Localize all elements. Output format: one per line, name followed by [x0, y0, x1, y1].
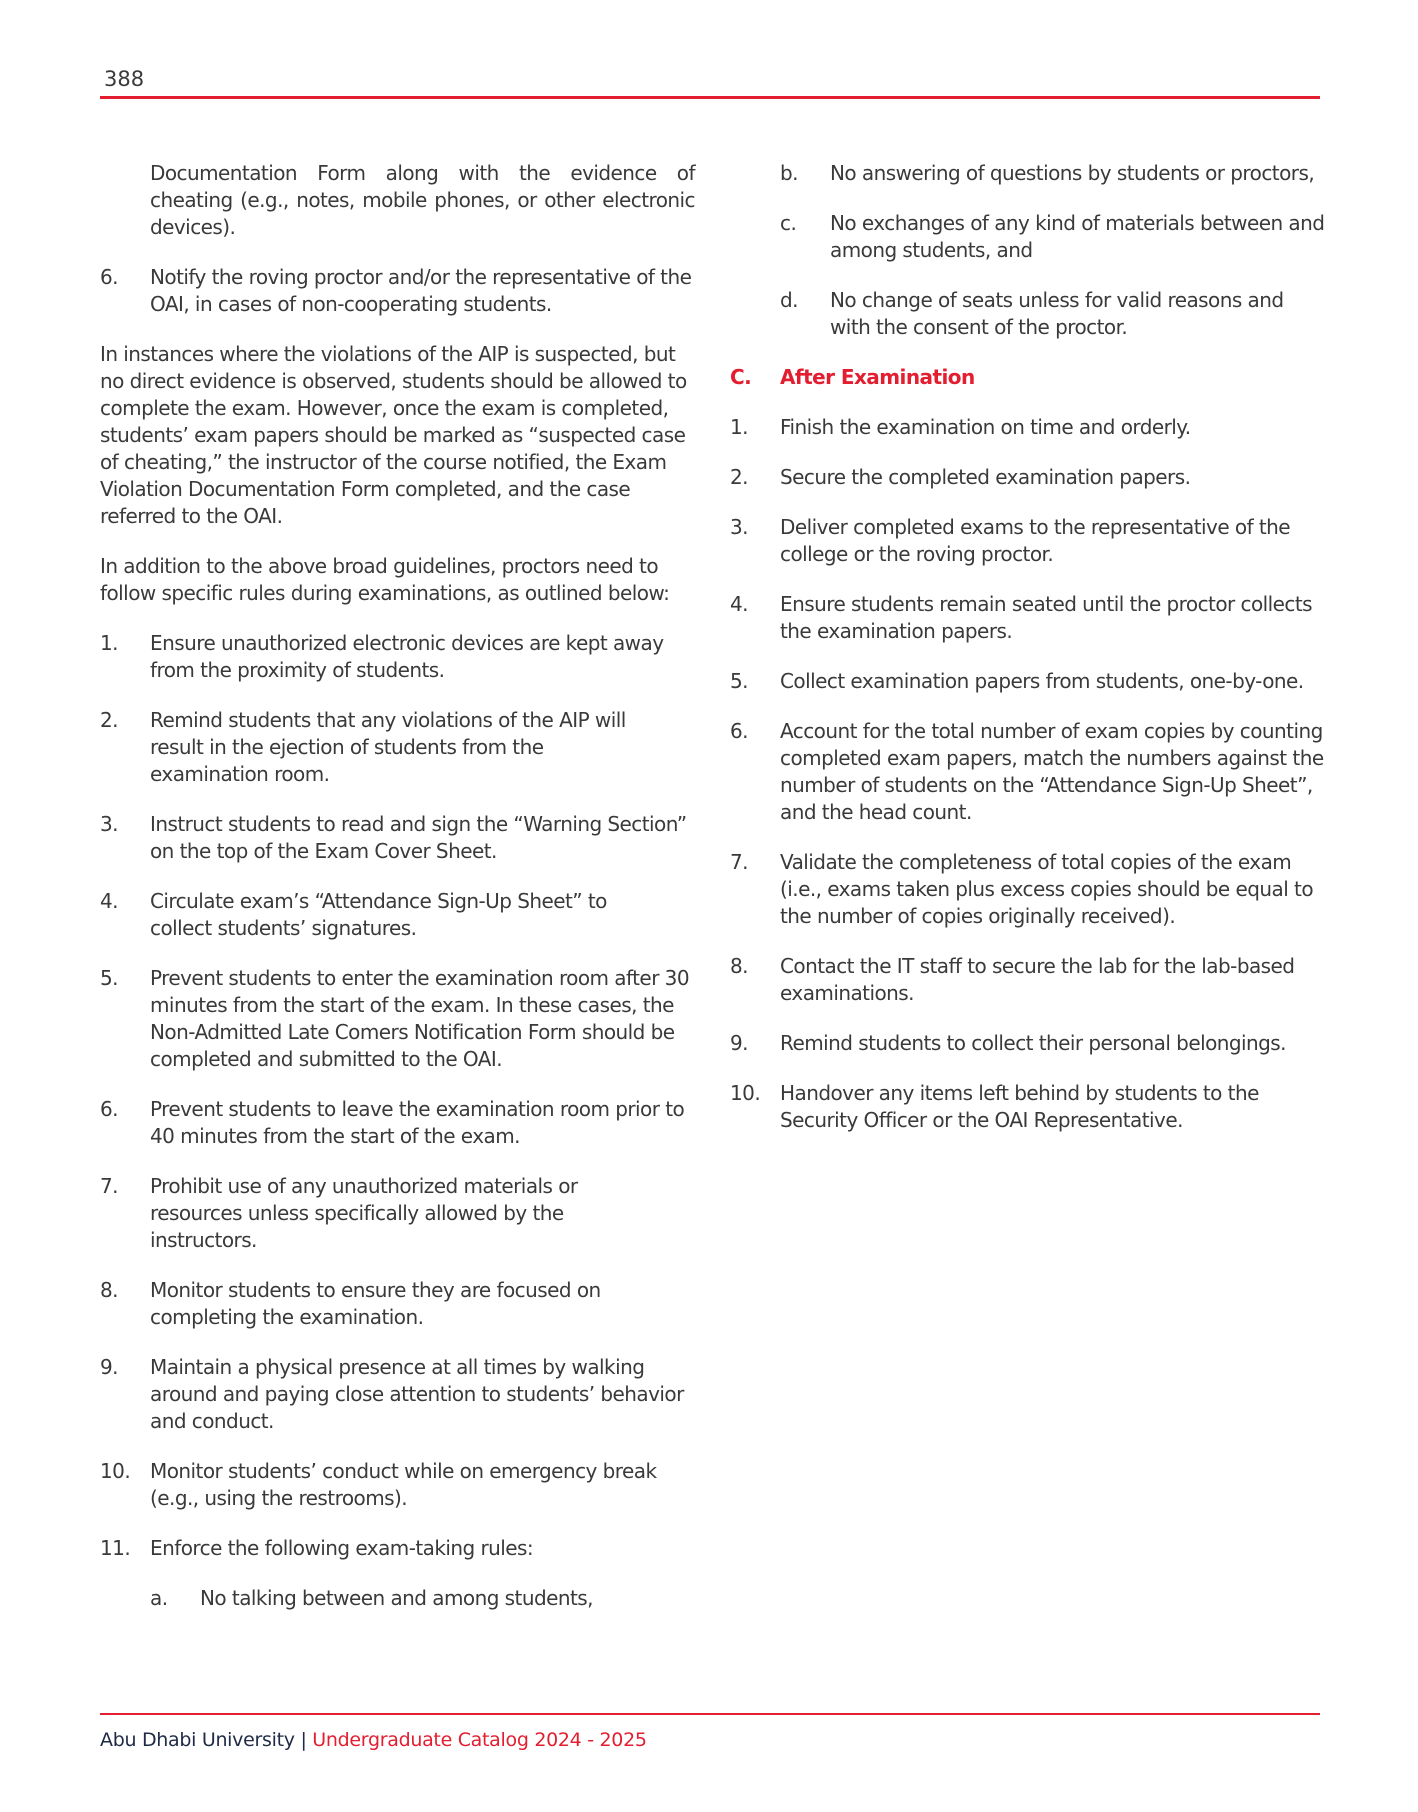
section-heading — [730, 364, 1325, 391]
section-letter: C. — [730, 365, 752, 389]
list-item — [100, 1354, 695, 1435]
list-text: Ensure students remain seated until the proctor collects the examination papers. — [780, 592, 1313, 643]
list-item — [100, 965, 695, 1073]
list-text: Monitor students to ensure they are focused on completing the examination. — [150, 1278, 601, 1329]
right-column — [730, 160, 1325, 1157]
specific-rules-intro: In addition to the above broad guidelines, proctors need to follow specific rules during examinations, as outlined below: — [100, 554, 670, 605]
sub-list-item — [780, 160, 1325, 187]
list-item — [100, 1173, 695, 1254]
header-rule — [100, 96, 1320, 99]
list-number: 10. — [100, 1459, 131, 1483]
sub-list-letter: d. — [780, 288, 798, 312]
list-text: Prohibit use of any unauthorized materials or resources unless specifically allowed by the instructors. — [150, 1174, 578, 1252]
footer — [100, 1729, 647, 1751]
list-item — [730, 464, 1325, 491]
list-number: 5. — [730, 669, 748, 693]
list-number: 7. — [100, 1174, 118, 1198]
list-text: Maintain a physical presence at all times by walking around and paying close attention to students’ behavior and conduct. — [150, 1355, 684, 1433]
sub-list-text: No change of seats unless for valid reasons and with the consent of the proctor. — [830, 288, 1284, 339]
sub-list-letter: b. — [780, 161, 798, 185]
list-number: 1. — [730, 415, 748, 439]
list-number: 1. — [100, 631, 118, 655]
list-number: 2. — [730, 465, 748, 489]
list-number: 4. — [730, 592, 748, 616]
list-number: 6. — [730, 719, 748, 743]
list-item — [100, 1535, 695, 1562]
list-item — [730, 953, 1325, 1007]
list-number: 11. — [100, 1536, 131, 1560]
list-text: Ensure unauthorized electronic devices are kept away from the proximity of students. — [150, 631, 664, 682]
list-text: Monitor students’ conduct while on emergency break (e.g., using the restrooms). — [150, 1459, 657, 1510]
continuation-paragraph: Documentation Form along with the evidence of cheating (e.g., notes, mobile phones, or other electronic devices). — [150, 161, 695, 239]
list-number: 9. — [730, 1031, 748, 1055]
list-item — [100, 264, 695, 318]
list-number: 2. — [100, 708, 118, 732]
list-text: Enforce the following exam-taking rules: — [150, 1536, 534, 1560]
list-number: 5. — [100, 966, 118, 990]
sub-list-text: No talking between and among students, — [200, 1586, 593, 1610]
list-number: 8. — [100, 1278, 118, 1302]
list-text: Instruct students to read and sign the “Warning Section” on the top of the Exam Cover Sheet. — [150, 812, 687, 863]
footer-university: Abu Dhabi University — [100, 1729, 295, 1751]
list-number: 9. — [100, 1355, 118, 1379]
list-item — [100, 1277, 695, 1331]
list-text: Deliver completed exams to the representative of the college or the roving proctor. — [780, 515, 1291, 566]
list-item — [100, 707, 695, 788]
sub-list-item — [150, 1585, 695, 1612]
list-text: Secure the completed examination papers. — [780, 465, 1191, 489]
list-item — [730, 849, 1325, 930]
list-item — [730, 591, 1325, 645]
list-number: 10. — [730, 1081, 761, 1105]
sub-list-letter: c. — [780, 211, 797, 235]
list-item — [730, 1080, 1325, 1134]
list-item — [730, 718, 1325, 826]
list-item — [730, 514, 1325, 568]
list-text: Handover any items left behind by students to the Security Officer or the OAI Representative. — [780, 1081, 1259, 1132]
list-number: 8. — [730, 954, 748, 978]
sub-list-text: No answering of questions by students or proctors, — [830, 161, 1315, 185]
list-text: Remind students that any violations of the AIP will result in the ejection of students from the examination room. — [150, 708, 626, 786]
list-text: Prevent students to enter the examination room after 30 minutes from the start of the exam. In these cases, the Non-Admitted Late Comers Notification Form should be completed and submitted to the OAI. — [150, 966, 690, 1071]
list-item — [730, 1030, 1325, 1057]
sub-list-letter: a. — [150, 1586, 168, 1610]
list-item — [730, 668, 1325, 695]
list-text: Contact the IT staff to secure the lab for the lab-based examinations. — [780, 954, 1295, 1005]
section-title: After Examination — [780, 365, 975, 389]
page-number: 388 — [104, 67, 145, 91]
sub-list-text: No exchanges of any kind of materials between and among students, and — [830, 211, 1325, 262]
list-number: 3. — [100, 812, 118, 836]
list-text: Prevent students to leave the examination room prior to 40 minutes from the start of the exam. — [150, 1097, 685, 1148]
list-item — [100, 888, 695, 942]
list-text: Collect examination papers from students, one-by-one. — [780, 669, 1304, 693]
list-item — [100, 630, 695, 684]
list-item — [100, 1458, 695, 1512]
list-number: 6. — [100, 1097, 118, 1121]
list-text: Remind students to collect their personal belongings. — [780, 1031, 1286, 1055]
footer-catalog-title: Undergraduate Catalog 2024 - 2025 — [312, 1729, 647, 1751]
footer-rule — [100, 1713, 1320, 1715]
list-item — [730, 414, 1325, 441]
list-number: 7. — [730, 850, 748, 874]
suspected-violation-paragraph: In instances where the violations of the AIP is suspected, but no direct evidence is observed, students should be allowed to complete the exam. However, once the exam is completed, students’ exam papers should be marked as “suspected case of cheating,” the instructor of the course notified, the Exam Violation Documentation Form completed, and the case referred to the OAI. — [100, 342, 687, 528]
sub-list-item — [780, 210, 1325, 264]
list-text: Notify the roving proctor and/or the representative of the OAI, in cases of non-cooperating students. — [150, 265, 692, 316]
list-text: Finish the examination on time and orderly. — [780, 415, 1191, 439]
list-number: 4. — [100, 889, 118, 913]
list-text: Circulate exam’s “Attendance Sign-Up Sheet” to collect students’ signatures. — [150, 889, 607, 940]
sub-list-item — [780, 287, 1325, 341]
list-number: 3. — [730, 515, 748, 539]
list-number: 6. — [100, 265, 118, 289]
list-text: Validate the completeness of total copies of the exam (i.e., exams taken plus excess copies should be equal to the number of copies originally received). — [780, 850, 1314, 928]
footer-separator: | — [300, 1729, 307, 1751]
list-text: Account for the total number of exam copies by counting completed exam papers, match the numbers against the number of students on the “Attendance Sign-Up Sheet”, and the head count. — [780, 719, 1324, 824]
list-item — [100, 811, 695, 865]
list-item — [100, 1096, 695, 1150]
left-column — [100, 160, 695, 1635]
